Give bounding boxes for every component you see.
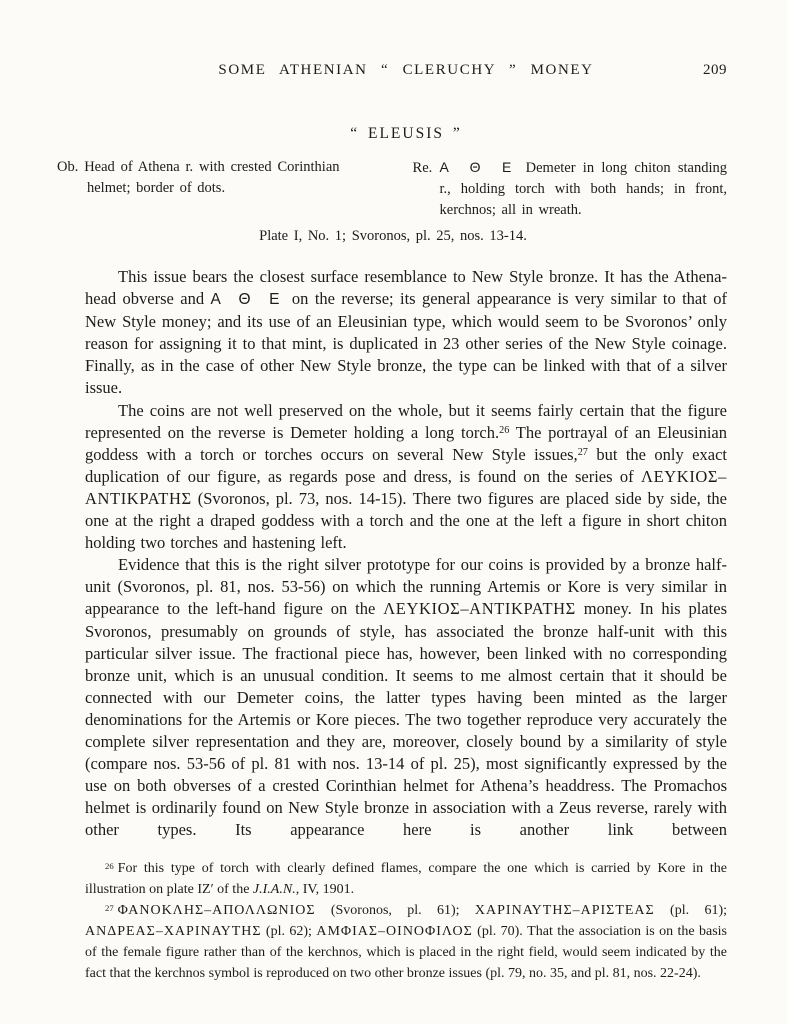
paragraph-text: The portrayal of an Eleusinian goddess with a torch or torches occurs on several New Style issues, xyxy=(85,422,727,464)
greek-coin-series-name: ΑΝΔΡΕΑΣ–ΧΑΡΙΝΑΥΤΗΣ xyxy=(85,924,262,940)
reverse-description xyxy=(413,157,727,221)
paragraph-text: money. In his plates Svoronos, presumably on grounds of style, has associated the bronze half-unit with this particular silver issue. The fractional piece has, however, been linked with no corresponding bronze unit, which is an unusual condition. It seems to me almost certain that it should be connected with our Demeter coins, the latter types having been minted as the larger denominations for the Artemis or Kore pieces. The two together reproduce very accurately the complete silver representation and they are, moreover, closely bound by a similarity of style (compare nos. 53-56 of pl. 81 with nos. 13-14 of pl. 25), most significantly expressed by the use on both obverses of a crested Corinthian helmet for Athena’s headdress. The Promachos helmet is ordinarily found on New Style bronze in association with a Zeus reverse, rarely with other types. Its appearance here is another link between xyxy=(85,599,727,840)
paragraph-text: The coins are not well preserved on the whole, but it seems fairly certain that the figure represented on the reverse is Demeter holding a long torch. xyxy=(85,400,727,442)
greek-coin-series-name: ΑΜΦΙΑΣ–ΟΙΝΟΦΙΛΟΣ xyxy=(316,924,473,940)
running-title: SOME ATHENIAN “ CLERUCHY ” MONEY xyxy=(218,62,594,78)
greek-coin-series-name: ΛΕΥΚΙΟΣ–ΑΝΤΙΚΡΑΤΗΣ xyxy=(383,599,576,619)
footnote-text: , IV, 1901. xyxy=(295,882,355,898)
obverse-text: Head of Athena r. with crested Corinthian helmet; border of dots. xyxy=(84,159,340,196)
obverse-label: Ob. xyxy=(57,159,79,175)
greek-coin-series-name: ΧΑΡΙΝΑΥΤΗΣ–ΑΡΙΣΤΕΑΣ xyxy=(474,903,655,919)
coin-legend: Α Θ Ε xyxy=(439,159,519,175)
greek-coin-series-name: ΦΑΝΟΚΛΗΣ–ΑΠΟΛΛΩΝΙΟΣ xyxy=(117,903,316,919)
footnote-26 xyxy=(85,858,727,900)
footnote-text: (pl. 70). That the association is on the basis of the female figure rather than of the kerchnos, which is placed in the right field, would seem indicated by the fact that the kerchnos symbol is reproduced on two other bronze issues (pl. 79, no. 35, and pl. 81, nos. 22-24). xyxy=(85,924,727,982)
footnote-text: (pl. 61); xyxy=(654,903,727,919)
footnote-text: For this type of torch with clearly defined flames, compare the one which is carried by Kore in the illustration on plate ΙΖ′ of the xyxy=(85,861,727,898)
page-number: 209 xyxy=(703,62,727,78)
page-header xyxy=(85,62,727,79)
footnote-text: (pl. 62); xyxy=(261,924,317,940)
paragraph-3 xyxy=(85,554,727,841)
paragraph-text: Evidence that this is the right silver prototype for our coins is provided by a bronze half-unit (Svoronos, pl. 81, nos. 53-56) on which the running Artemis or Kore is very similar in appearance to the left-hand figure on the xyxy=(85,555,727,619)
coin-description xyxy=(57,157,727,221)
footnote-ref-27: 27 xyxy=(577,447,588,459)
coin-legend-inline: Α Θ Ε xyxy=(210,291,286,309)
paragraph-text: This issue bears the closest surface resemblance to New Style bronze. It has the Athena-head obverse and xyxy=(85,267,727,309)
paragraph-text: on the reverse; its general appearance is very similar to that of New Style money; and its use of an Eleusinian type, which would seem to be Svoronos’ only reason for assigning it to that mint, is duplicated in 23 other series of the New Style coinage. Finally, as in the case of other New Style bronze, the type can be linked with that of a silver issue. xyxy=(85,289,727,398)
footnote-ref-26: 26 xyxy=(499,425,510,437)
footnotes xyxy=(85,858,727,984)
paragraph-text: (Svoronos, pl. 73, nos. 14-15). There two figures are placed side by side, the one at the right a draped goddess with a torch and the one at the left a figure in short chiton holding two torches and hastening left. xyxy=(85,488,727,553)
paragraph-2 xyxy=(85,400,727,555)
footnote-marker-27: 27 xyxy=(105,902,114,913)
footnote-marker-26: 26 xyxy=(105,860,114,871)
journal-abbreviation: J.I.A.N. xyxy=(252,882,296,898)
greek-coin-series-name: ΛΕΥΚΙΟΣ–ΑΝΤΙΚΡΑΤΗΣ xyxy=(85,466,727,508)
footnote-text: (Svoronos, pl. 61); xyxy=(315,903,475,919)
reverse-text: Demeter in long chiton standing r., holding torch with both hands; in front, kerchnos; all in wreath. xyxy=(439,160,728,218)
section-title: “ ELEUSIS ” xyxy=(350,125,462,142)
article-body xyxy=(85,266,727,841)
paragraph-text: but the only exact duplication of our figure, as regards pose and dress, is found on the series of xyxy=(85,444,727,486)
obverse-description xyxy=(57,157,340,221)
footnote-27 xyxy=(85,900,727,984)
reverse-label: Re. xyxy=(412,160,433,176)
plate-reference: Plate I, No. 1; Svoronos, pl. 25, nos. 13-14. xyxy=(259,228,527,244)
paragraph-1 xyxy=(85,266,727,400)
